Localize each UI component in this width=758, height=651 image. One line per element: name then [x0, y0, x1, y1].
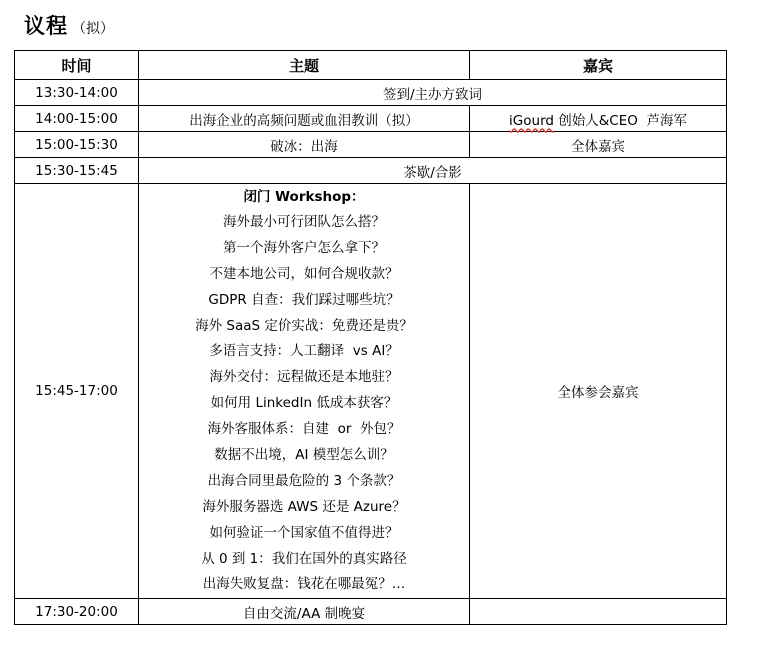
page-subtitle: （拟）	[72, 21, 114, 37]
row-guest	[470, 106, 727, 132]
row-guest	[470, 599, 727, 625]
table-row	[15, 80, 727, 106]
workshop-item: 海外交付：远程做还是本地驻？	[209, 369, 399, 386]
table-row	[15, 158, 727, 184]
header-topic: 主题	[139, 51, 470, 80]
table-header-row	[15, 51, 727, 80]
workshop-item: 数据不出境，AI 模型怎么训？	[214, 447, 394, 464]
row-time: 15:45-17:00	[15, 184, 139, 599]
workshop-item: 海外客服体系：自建 or 外包？	[207, 421, 401, 438]
row-guest: 全体嘉宾	[470, 132, 727, 158]
workshop-item: GDPR 自查：我们踩过哪些坑？	[208, 291, 400, 308]
page-heading	[24, 10, 114, 40]
table-row	[15, 599, 727, 625]
table-row	[15, 132, 727, 158]
workshop-item: 多语言支持：人工翻译 vs AI？	[209, 343, 399, 360]
guest-role: 创始人&CEO 芦海军	[553, 112, 687, 129]
workshop-item: 从 0 到 1：我们在国外的真实路径	[201, 550, 407, 567]
workshop-topics	[139, 184, 470, 599]
header-time: 时间	[15, 51, 139, 80]
workshop-item: 如何用 LinkedIn 低成本获客？	[210, 395, 398, 412]
row-topic: 出海企业的高频问题或血泪教训（拟）	[139, 106, 470, 132]
workshop-title: 闭门 Workshop：	[243, 189, 365, 205]
row-topic: 签到/主办方致词	[139, 80, 727, 106]
workshop-item: 海外 SaaS 定价实战：免费还是贵？	[195, 317, 413, 334]
workshop-item: 出海失败复盘：钱花在哪最冤？…	[202, 576, 406, 593]
row-time: 14:00-15:00	[15, 106, 139, 132]
row-time: 15:00-15:30	[15, 132, 139, 158]
workshop-item: 如何验证一个国家值不值得进？	[209, 524, 399, 541]
row-time: 17:30-20:00	[15, 599, 139, 625]
header-guest: 嘉宾	[470, 51, 727, 80]
workshop-item: 海外最小可行团队怎么搭？	[223, 214, 385, 230]
workshop-item: 不建本地公司，如何合规收款？	[209, 265, 399, 282]
table-row	[15, 106, 727, 132]
table-row	[15, 184, 727, 599]
row-guest: 全体参会嘉宾	[470, 184, 727, 599]
row-time: 15:30-15:45	[15, 158, 139, 184]
page-title: 议程	[24, 14, 68, 38]
guest-brand: iGourd	[509, 112, 554, 129]
row-topic: 自由交流/AA 制晚宴	[139, 599, 470, 625]
workshop-item: 海外服务器选 AWS 还是 Azure？	[202, 498, 406, 515]
row-topic: 茶歇/合影	[139, 158, 727, 184]
row-time: 13:30-14:00	[15, 80, 139, 106]
workshop-item: 出海合同里最危险的 3 个条款？	[207, 472, 401, 489]
row-topic: 破冰：出海	[139, 132, 470, 158]
agenda-table	[14, 50, 727, 625]
workshop-item: 第一个海外客户怎么拿下？	[223, 239, 385, 256]
